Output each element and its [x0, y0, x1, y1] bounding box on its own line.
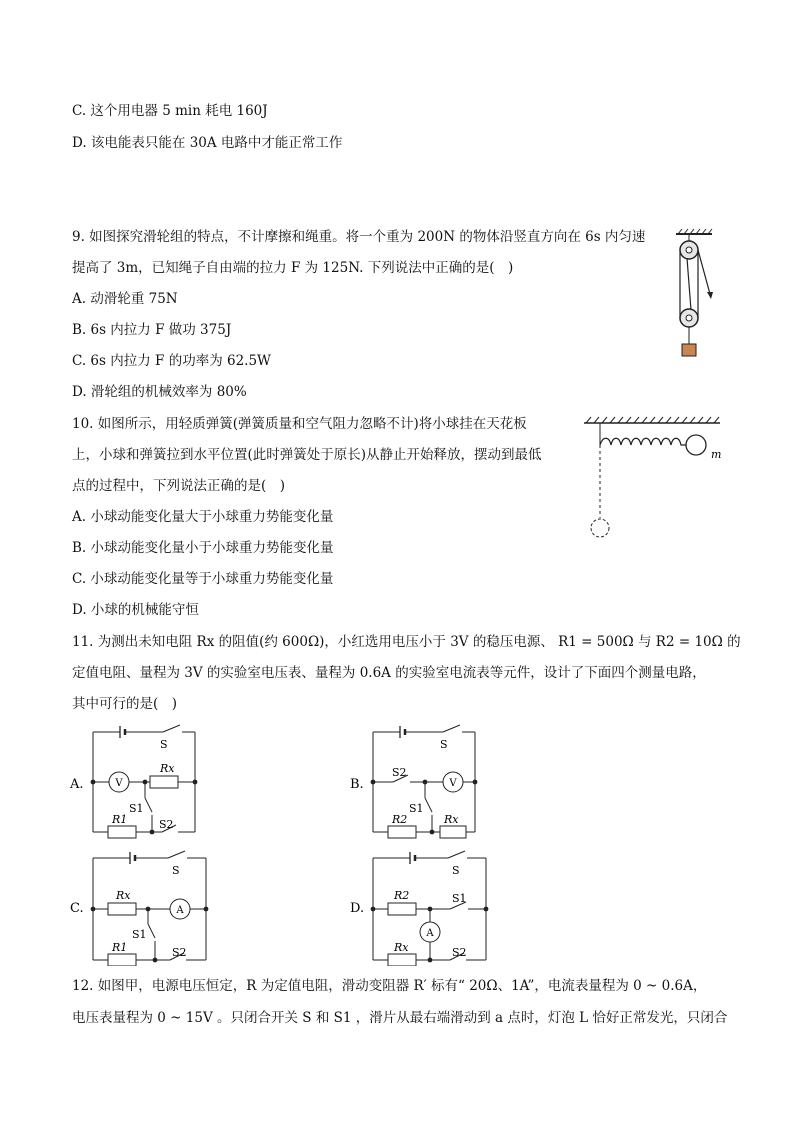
- switch-s2-label: S2: [172, 946, 187, 959]
- q9-stem-line-1: 9. 如图探究滑轮组的特点，不计摩擦和绳重。将一个重为 200N 的物体沿竖直方向在 6s 内匀速: [72, 229, 646, 245]
- switch-s1-label: S1: [409, 802, 424, 815]
- q8-option-c: C. 这个用电器 5 min 耗电 160J: [72, 103, 268, 119]
- q9-option-c: C. 6s 内拉力 F 的功率为 62.5W: [72, 353, 271, 369]
- circuit-a-option-label: A.: [70, 777, 84, 792]
- q10-option-b: B. 小球动能变化量小于小球重力势能变化量: [72, 540, 334, 556]
- q11-stem-line-3: 其中可行的是( ): [72, 696, 178, 712]
- q8-option-d: D. 该电能表只能在 30A 电路中才能正常工作: [72, 135, 343, 151]
- switch-s1-label: S1: [129, 802, 144, 815]
- pulley-system-figure: [664, 228, 724, 363]
- spring-ball-figure: [582, 415, 732, 545]
- q10-option-a: A. 小球动能变化量大于小球重力势能变化量: [72, 509, 334, 525]
- voltmeter-label: V: [449, 778, 457, 789]
- resistor-rx-label: Rx: [116, 889, 131, 902]
- ammeter-label: A: [426, 928, 434, 939]
- circuit-a-diagram: [60, 722, 220, 840]
- switch-s2-label: S2: [452, 946, 467, 959]
- resistor-r2-label: R2: [392, 813, 408, 826]
- q9-option-b: B. 6s 内拉力 F 做功 375J: [72, 322, 232, 338]
- q11-stem-line-2: 定值电阻、量程为 3V 的实验室电压表、量程为 0.6A 的实验室电流表等元件，设计了下面四个测量电路，: [72, 665, 706, 681]
- switch-s2-label: S2: [392, 766, 407, 779]
- resistor-r2-label: R2: [394, 889, 410, 902]
- circuit-b-option-label: B.: [350, 777, 364, 792]
- q11-stem-line-1: 11. 为测出未知电阻 Rx 的阻值(约 600Ω)，小红选用电压小于 3V 的稳压电源、 R1 = 500Ω 与 R2 = 10Ω 的: [72, 634, 741, 650]
- q9-option-d: D. 滑轮组的机械效率为 80%: [72, 384, 247, 400]
- ammeter-label: A: [176, 905, 184, 916]
- resistor-rx-label: Rx: [160, 762, 175, 775]
- switch-s2-label: S2: [159, 818, 174, 831]
- switch-s1-label: S1: [452, 892, 467, 905]
- switch-s1-label: S1: [132, 928, 147, 941]
- circuit-d-diagram: [340, 848, 500, 966]
- q10-stem-line-1: 10. 如图所示，用轻质弹簧(弹簧质量和空气阻力忽略不计)将小球挂在天花板: [72, 416, 527, 432]
- switch-s-label: S: [172, 864, 180, 877]
- circuit-c-option-label: C.: [70, 901, 84, 916]
- switch-s-label: S: [160, 738, 168, 751]
- resistor-rx-label: Rx: [444, 813, 459, 826]
- resistor-r1-label: R1: [112, 941, 128, 954]
- switch-s-label: S: [452, 864, 460, 877]
- circuit-c-diagram: [60, 848, 220, 966]
- circuit-d-option-label: D.: [350, 901, 365, 916]
- resistor-r1-label: R1: [112, 813, 128, 826]
- q9-option-a: A. 动滑轮重 75N: [72, 291, 178, 307]
- q10-option-c: C. 小球动能变化量等于小球重力势能变化量: [72, 571, 334, 587]
- circuit-b-diagram: [340, 722, 500, 840]
- q9-stem-line-2: 提高了 3m，已知绳子自由端的拉力 F 为 125N. 下列说法中正确的是( ): [72, 260, 514, 276]
- q12-stem-line-1: 12. 如图甲，电源电压恒定，R 为定值电阻，滑动变阻器 R′ 标有“ 20Ω、1A”，电流表量程为 0 ~ 0.6A，: [72, 978, 707, 994]
- q10-option-d: D. 小球的机械能守恒: [72, 602, 199, 618]
- voltmeter-label: V: [115, 778, 123, 789]
- switch-s-label: S: [440, 738, 448, 751]
- q10-stem-line-3: 点的过程中，下列说法正确的是( ): [72, 478, 286, 494]
- ball-mass-label: m: [711, 448, 722, 461]
- resistor-rx-label: Rx: [394, 941, 409, 954]
- q12-stem-line-2: 电压表量程为 0 ~ 15V 。只闭合开关 S 和 S1 ，滑片从最右端滑动到 a 点时，灯泡 L 恰好正常发光，只闭合: [72, 1010, 728, 1026]
- q10-stem-line-2: 上，小球和弹簧拉到水平位置(此时弹簧处于原长)从静止开始释放，摆动到最低: [72, 447, 542, 463]
